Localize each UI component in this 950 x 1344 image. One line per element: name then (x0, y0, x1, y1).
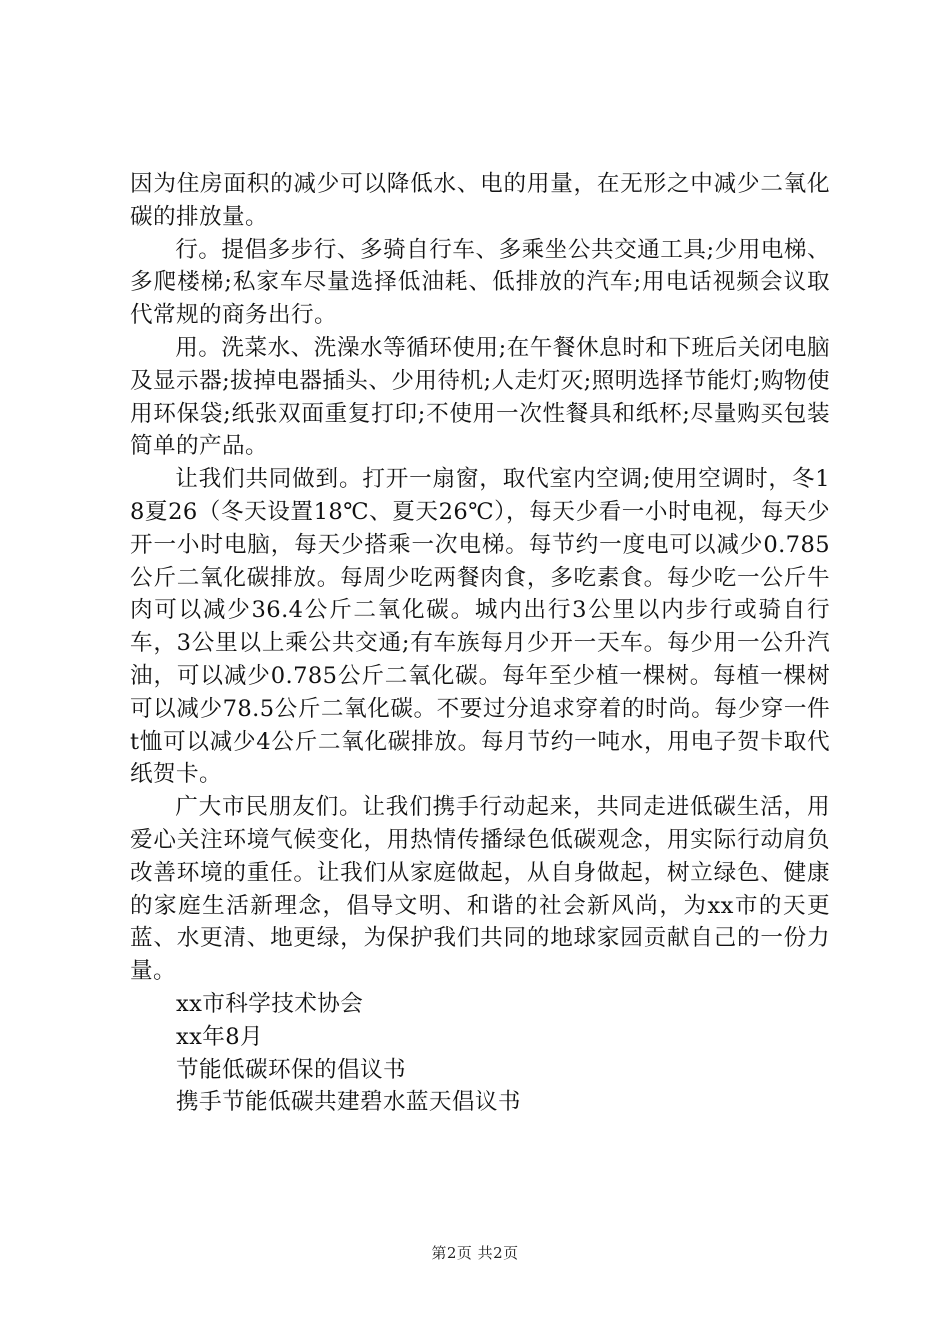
related-title-1: 节能低碳环保的倡议书 (176, 1056, 406, 1083)
paragraph-appeal: 广大市民朋友们。让我们携手行动起来，共同走进低碳生活，用爱心关注环境气候变化，用热情传播绿色低碳观念，用实际行动肩负改善环境的重任。让我们从家庭做起，从自身做起，树立绿色、健康的家庭生活新理念，倡导文明、和谐的社会新风尚，为xx市的天更蓝、水更清、地更绿，为保护我们共同的地球家园贡献自己的一份力量。 (130, 794, 830, 985)
paragraph-continuation: 因为住房面积的减少可以降低水、电的用量，在无形之中减少二氧化碳的排放量。 (130, 171, 830, 230)
paragraph-travel: 行。提倡多步行、多骑自行车、多乘坐公共交通工具;少用电梯、多爬楼梯;私家车尽量选择低油耗、低排放的汽车;用电话视频会议取代常规的商务出行。 (130, 236, 830, 329)
paragraph-usage: 用。洗菜水、洗澡水等循环使用;在午餐休息时和下班后关闭电脑及显示器;拔掉电器插头、少用待机;人走灯灭;照明选择节能灯;购物使用环保袋;纸张双面重复打印;不使用一次性餐具和纸杯;尽量购买包装简单的产品。 (130, 334, 830, 460)
paragraph-actions: 让我们共同做到。打开一扇窗，取代室内空调;使用空调时，冬18夏26（冬天设置18℃、夏天26℃），每天少看一小时电视，每天少开一小时电脑，每天少搭乘一次电梯。每节约一度电可以减少0.785公斤二氧化碳排放。每周少吃两餐肉食，多吃素食。每少吃一公斤牛肉可以减少36.4公斤二氧化碳。城内出行3公里以内步行或骑自行车，3公里以上乘公共交通;有车族每月少开一天车。每少用一公升汽油，可以减少0.785公斤二氧化碳。每年至少植一棵树。每植一棵树可以减少78.5公斤二氧化碳。不要过分追求穿着的时尚。每少穿一件t恤可以减少4公斤二氧化碳排放。每月节约一吨水，用电子贺卡取代纸贺卡。 (130, 466, 830, 788)
signature-date: xx年8月 (176, 1023, 264, 1050)
signature-organization: xx市科学技术协会 (176, 990, 364, 1017)
document-body (130, 168, 830, 1119)
related-title-2: 携手节能低碳共建碧水蓝天倡议书 (176, 1089, 521, 1116)
page-number-footer: 第2页 共2页 (431, 1244, 519, 1262)
